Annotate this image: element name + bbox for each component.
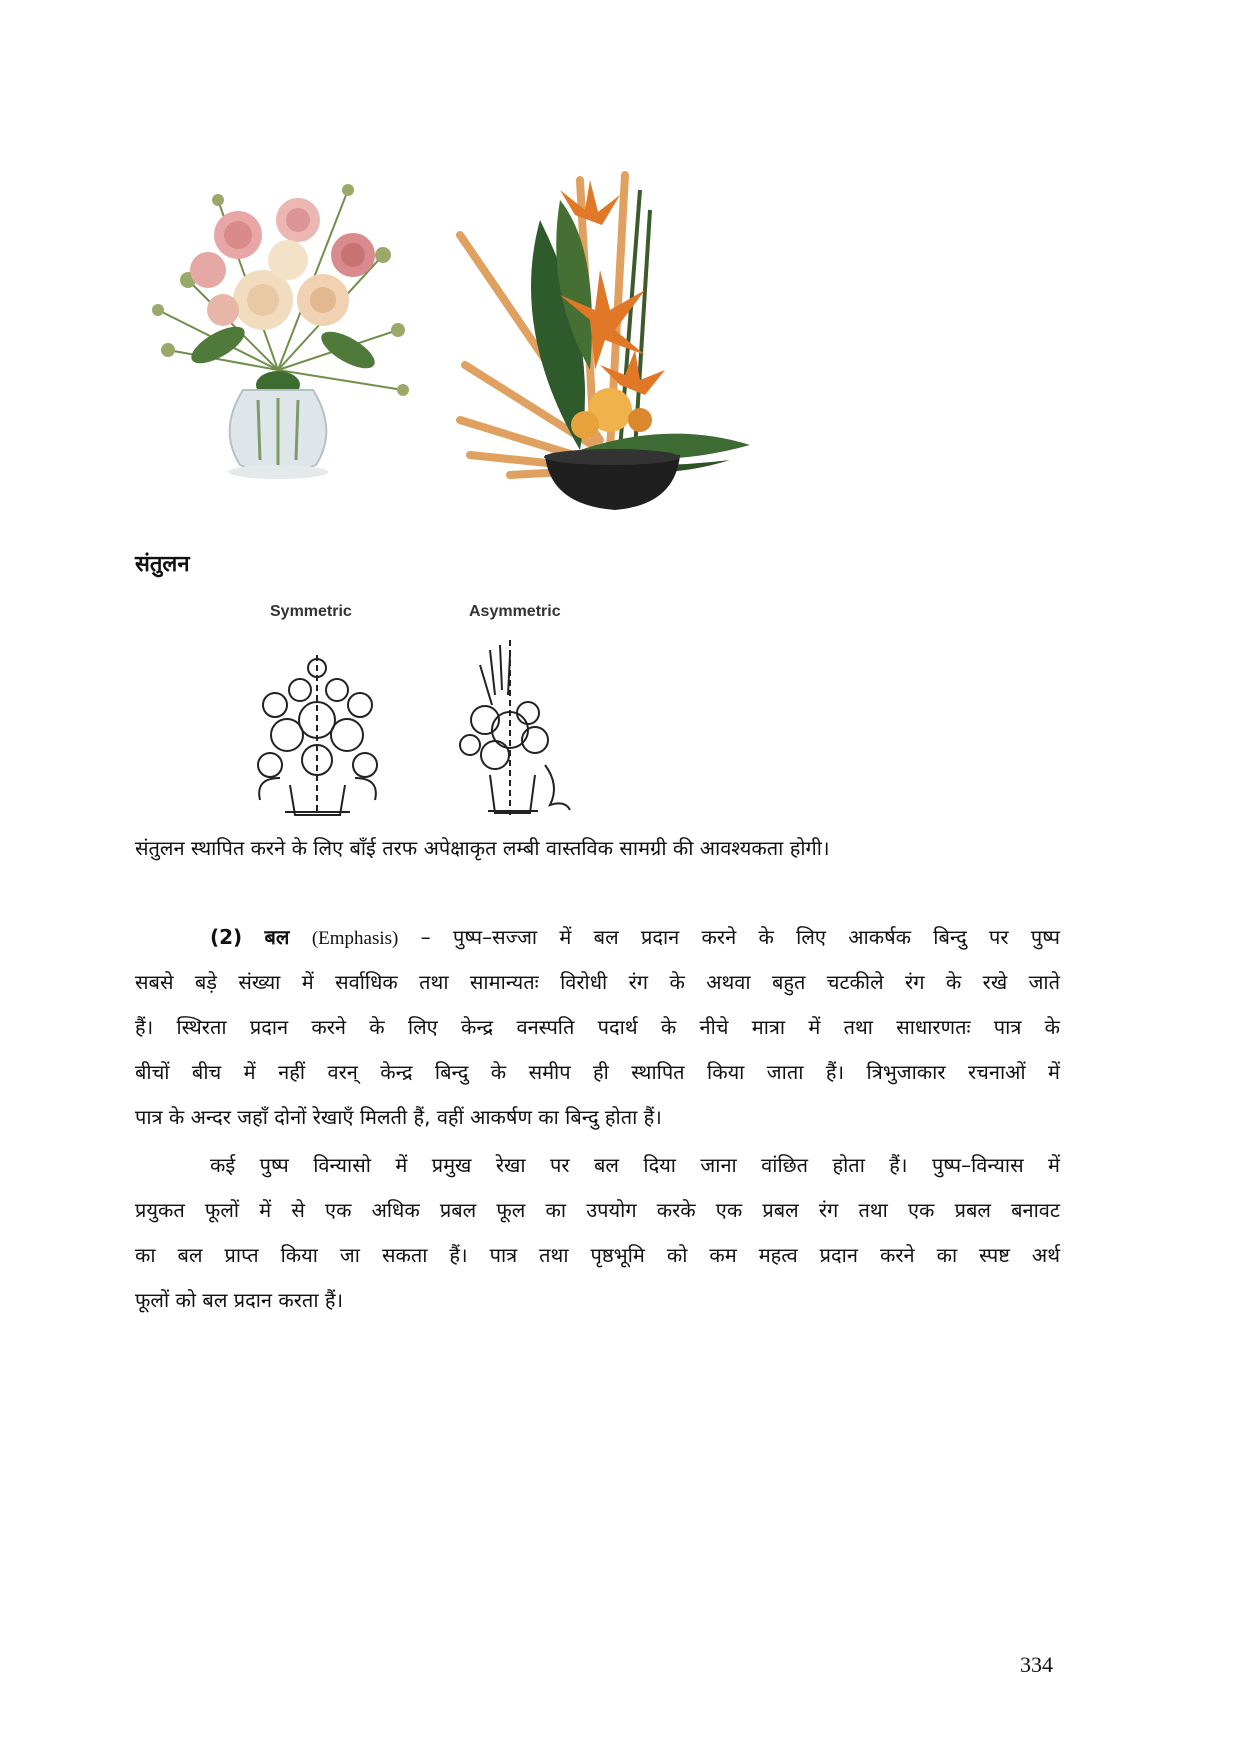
emphasis-line-1 <box>210 922 1060 954</box>
paragraph-1-line: सबसे बड़े संख्या में सर्वाधिक तथा सामान्यतः विरोधी रंग के अथवा बहुत चटकीले रंग के रखे जाते <box>135 970 1060 994</box>
asymmetric-diagram <box>450 635 580 820</box>
paragraph-1-line: हैं। स्थिरता प्रदान करने के लिए केन्द्र वनस्पति पदार्थ के नीचे मात्रा में तथा साधारणतः पात्र के <box>135 1015 1060 1039</box>
asymmetric-label: Asymmetric <box>469 603 561 620</box>
symmetric-diagram <box>245 650 390 820</box>
emphasis-number: (2) <box>210 925 243 949</box>
symmetric-label: Symmetric <box>270 603 352 620</box>
paragraph-1-line: बीचों बीच में नहीं वरन् केन्द्र बिन्दु के समीप ही स्थापित किया जाता हैं। त्रिभुजाकार रचनाओं में <box>135 1060 1060 1084</box>
paragraph-2-line: प्रयुकत फूलों में से एक अधिक प्रबल फूल का उपयोग करके एक प्रबल रंग तथा एक प्रबल बनावट <box>135 1198 1060 1222</box>
paragraph-2-line: कई पुष्प विन्यासो में प्रमुख रेखा पर बल दिया जाना वांछित होता हैं। पुष्प–विन्यास में <box>210 1153 1060 1177</box>
section-heading: संतुलन <box>135 552 190 577</box>
paragraph-2-line: का बल प्राप्त किया जा सकता हैं। पात्र तथा पृष्ठभूमि को कम महत्व प्रदान करने का स्पष्ट अर्थ <box>135 1243 1060 1267</box>
page-number: 334 <box>1020 1652 1053 1677</box>
emphasis-term-english: (Emphasis) <box>311 928 399 949</box>
paragraph-1-line: पात्र के अन्दर जहाँ दोनों रेखाएँ मिलती हैं, वहीं आकर्षण का बिन्दु होता हैं। <box>135 1105 662 1129</box>
paragraph-2-line: फूलों को बल प्रदान करता हैं। <box>135 1288 344 1312</box>
balance-caption: संतुलन स्थापित करने के लिए बाँई तरफ अपेक्षाकृत लम्बी वास्तविक सामग्री की आवश्यकता होगी। <box>135 836 830 860</box>
asymmetric-arrangement-photo <box>450 170 760 515</box>
emphasis-term: बल <box>264 925 290 949</box>
paragraph-1-line: – पुष्प–सज्जा में बल प्रदान करने के लिए आकर्षक बिन्दु पर पुष्प <box>420 925 1061 949</box>
symmetric-bouquet-photo <box>148 160 413 495</box>
